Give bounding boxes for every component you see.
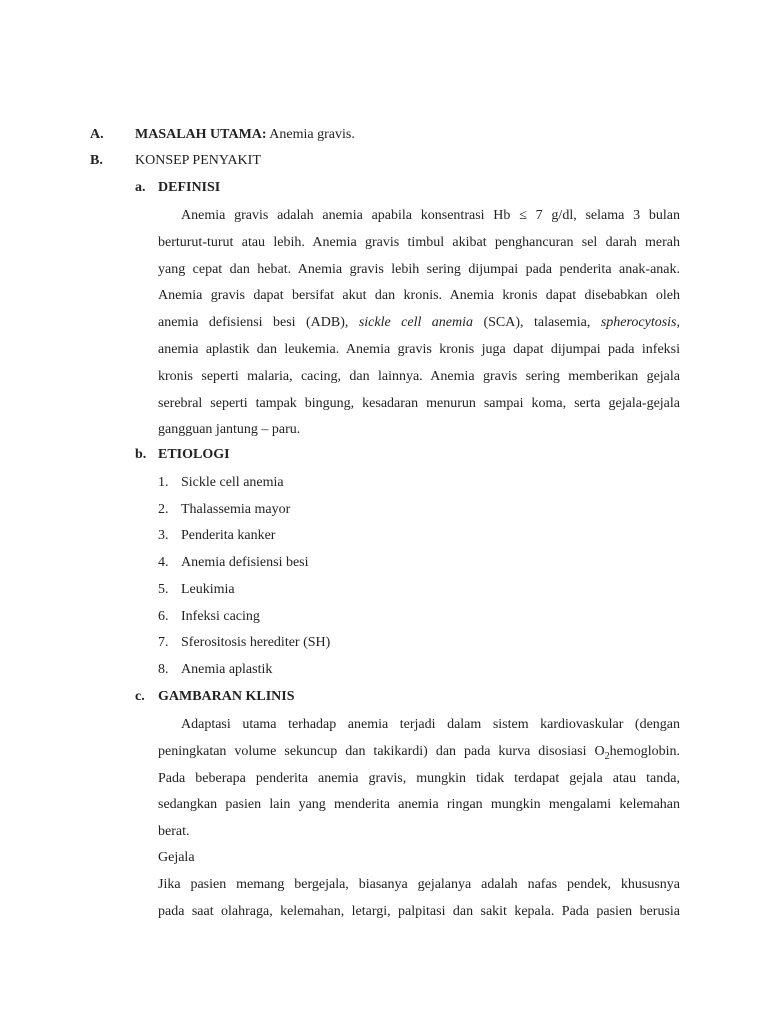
sub-b-heading: ETIOLOGI	[158, 447, 230, 462]
list-item-number: 6.	[158, 609, 169, 624]
list-item: Penderita kanker	[181, 528, 276, 543]
gejala-heading: Gejala	[158, 850, 195, 865]
gejala-line: Jika pasien memang bergejala, biasanya gejalanya adalah nafas pendek, khususnya	[158, 877, 680, 892]
definisi-line: anemia aplastik dan leukemia. Anemia gravis kronis juga dapat dijumpai pada infeksi	[158, 341, 680, 357]
definisi-line: berturut-turut atau lebih. Anemia gravis timbul akibat penghancuran sel darah merah	[158, 234, 680, 250]
list-item-number: 5.	[158, 582, 169, 597]
klinis-line: Adaptasi utama terhadap anemia terjadi dalam sistem kardiovaskular (dengan	[181, 717, 680, 732]
klinis-text: hemoglobin.	[609, 743, 680, 759]
definisi-line: kronis seperti malaria, cacing, dan lainnya. Anemia gravis sering memberikan gejala	[158, 368, 680, 384]
gejala-paragraph	[158, 872, 680, 926]
list-item: Sickle cell anemia	[181, 475, 284, 490]
definisi-italic-term: spherocytosis	[600, 315, 677, 331]
klinis-text: peningkatan volume sekuncup dan takikardi) dan pada kurva disosiasi O	[158, 743, 605, 759]
list-item: Anemia defisiensi besi	[181, 555, 309, 570]
list-item: Sferositosis herediter (SH)	[181, 635, 331, 650]
sub-c-heading: GAMBARAN KLINIS	[158, 689, 295, 704]
definisi-text: (SCA), talasemia,	[473, 315, 601, 331]
klinis-line: sedangkan pasien lain yang menderita anemia ringan mungkin mengalami kelemahan	[158, 797, 680, 813]
klinis-line: Pada beberapa penderita anemia gravis, mungkin tidak terdapat gejala atau tanda,	[158, 770, 680, 786]
list-item-number: 1.	[158, 475, 169, 490]
definisi-line: gangguan jantung – paru.	[158, 422, 301, 438]
definisi-text: anemia defisiensi besi (ADB),	[158, 315, 359, 331]
sub-b-marker: b.	[135, 447, 147, 462]
klinis-paragraph	[158, 712, 680, 846]
definisi-line: yang cepat dan hebat. Anemia gravis lebih sering dijumpai pada penderita anak-anak.	[158, 261, 680, 277]
section-a-value: Anemia gravis.	[266, 127, 355, 142]
definisi-text: ,	[676, 315, 681, 331]
section-a-label: MASALAH UTAMA:	[135, 127, 267, 142]
section-b-heading: KONSEP PENYAKIT	[135, 153, 261, 168]
list-item: Thalassemia mayor	[181, 502, 291, 517]
definisi-paragraph	[158, 203, 680, 444]
section-a-heading	[135, 126, 355, 144]
list-item: Infeksi cacing	[181, 609, 260, 624]
klinis-line-mixed	[158, 739, 680, 766]
list-item-number: 8.	[158, 662, 169, 677]
gejala-line: pada saat olahraga, kelemahan, letargi, palpitasi dan sakit kepala. Pada pasien berusia	[158, 903, 680, 919]
list-item-number: 7.	[158, 635, 169, 650]
klinis-line: berat.	[158, 824, 190, 840]
definisi-line: Anemia gravis dapat bersifat akut dan kronis. Anemia kronis dapat disebabkan oleh	[158, 288, 680, 304]
list-item-number: 2.	[158, 502, 169, 517]
sub-a-heading: DEFINISI	[158, 180, 221, 195]
sub-c-marker: c.	[135, 689, 145, 704]
definisi-italic-term: sickle cell anemia	[358, 315, 474, 331]
list-item-number: 4.	[158, 555, 169, 570]
list-item: Leukimia	[181, 582, 235, 597]
subscript: 2	[604, 750, 610, 762]
sub-a-marker: a.	[135, 180, 146, 195]
section-a-marker: A.	[90, 127, 104, 142]
list-item: Anemia aplastik	[181, 662, 273, 677]
definisi-line-mixed	[158, 310, 680, 337]
list-item-number: 3.	[158, 528, 169, 543]
definisi-line: Anemia gravis adalah anemia apabila konsentrasi Hb ≤ 7 g/dl, selama 3 bulan	[181, 208, 680, 223]
definisi-line: serebral seperti tampak bingung, kesadaran menurun sampai koma, serta gejala-gejala	[158, 395, 680, 411]
section-b-marker: B.	[90, 153, 103, 168]
